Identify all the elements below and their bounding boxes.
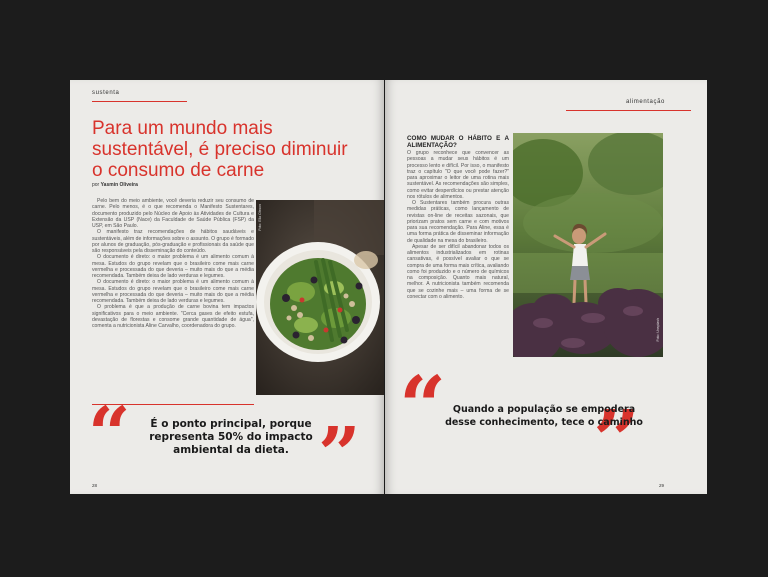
page-number: 29 [659, 483, 665, 488]
sidebar-heading: COMO MUDAR O HÁBITO E A ALIMENTAÇÃO? [407, 135, 509, 149]
sidebar-column [407, 135, 509, 300]
right-page [385, 80, 707, 494]
pull-quote-line: Quando a população se empodera [452, 404, 636, 415]
body-paragraph: O Sustentares também procura outras medidas práticas, como lançamento de revistas on-line de receitas sazonais, que priorizam pratos sem carne e com motivos para sua recomendação. Para Aline, essa é uma forma prática de disseminar informação de qualidade na mesa do brasileiro. [407, 200, 509, 244]
byline-author: Yasmin Oliveira [100, 182, 138, 188]
pull-quote [116, 418, 346, 457]
open-quote-mark: “ [88, 392, 131, 478]
photo-credit: Foto: Unsplash [656, 318, 660, 342]
body-paragraph: O documento é direto: o maior problema é um alimento comum à mesa. Estudos do grupo revelam que o brasileiro come mais carne vermelha e processada do que deveria – muito mais do que a média recomendada. Também deixa de lado verduras e legumes. [92, 279, 254, 304]
photo-credit: Foto: Ella Olsson [258, 204, 262, 231]
open-quote-mark: “ [399, 359, 447, 455]
section-rule [566, 110, 691, 111]
pull-quote-line: ambiental da dieta. [173, 444, 289, 456]
section-tag: alimentação [626, 99, 665, 105]
body-paragraph: O documento é direto: o maior problema é um alimento comum à mesa. Estudos do grupo revelam que o brasileiro come mais carne vermelha e processada do que deveria – muito mais do que a média recomendada. Também deixa de lado verduras e legumes. [92, 254, 254, 279]
garden-illustration [513, 133, 663, 357]
garden-photo [513, 133, 663, 357]
page-number: 28 [92, 483, 98, 488]
salad-photo [256, 200, 384, 395]
body-column [92, 198, 254, 329]
pull-quote-line: desse conhecimento, tece o caminho [445, 417, 643, 428]
left-page [70, 80, 384, 494]
pull-quote-line: representa 50% do impacto [149, 431, 313, 443]
article-headline: Para um mundo mais sustentável, é preciso diminuir o consumo de carne [92, 118, 348, 181]
body-paragraph: Pelo bem do meio ambiente, você deveria reduzir seu consumo de carne. Pelo menos, é o que recomenda o Manifesto Sustentares, documento produzido pelo Núcleo de Apoio às Atividades de Cultura e Extensão da USP (Nace) da Faculdade de Saúde Pública (FSP) da USP, em São Paulo. [92, 198, 254, 229]
body-paragraph: Apesar de ser difícil abandonar todos os alimentos industrializados em rotinas cansativas, é possível avaliar o que se compra de uma forma mais crítica, avaliando como foi produzido e o número de químicos na composição. Quanto mais natural, melhor. A nutricionista também recomenda que se cozinhe mais – uma forma de se conectar com o alimento. [407, 243, 509, 300]
body-paragraph: O problema é que a produção de carne bovina tem impactos significativos para o meio ambiente. "Cerca gases de efeito estufa, devastação de florestas e consome grande quantidade de água", comenta a nutricionista Aline Carvalho, coordenadora do grupo. [92, 304, 254, 329]
pull-quote [429, 403, 659, 429]
close-quote-mark: ” [593, 393, 641, 489]
section-tag: sustenta [92, 90, 120, 96]
body-paragraph: O grupo reconhece que convencer as pessoas a mudar seus hábitos é um processo lento e difícil. Por isso, o manifesto traz o capítulo "O que você pode fazer?" para aproximar o leitor de uma rotina mais sustentável. As recomendações são simples, como evitar desperdícios ou prestar atenção nos rótulos de alimentos. [407, 150, 509, 200]
byline [92, 182, 138, 188]
close-quote-mark: ” [318, 412, 361, 494]
pull-quote-line: É o ponto principal, porque [150, 418, 312, 430]
magazine-spread [70, 80, 707, 494]
body-paragraph: O manifesto traz recomendações de hábitos saudáveis e sustentáveis, além de informações sobre o assunto. O grupo é formado por alunos de graduação, pós-graduação e profissionais da saúde que são responsáveis pela disseminação do conteúdo. [92, 229, 254, 254]
salad-illustration [256, 200, 384, 395]
byline-prefix: por [92, 182, 100, 188]
section-rule [92, 101, 187, 102]
